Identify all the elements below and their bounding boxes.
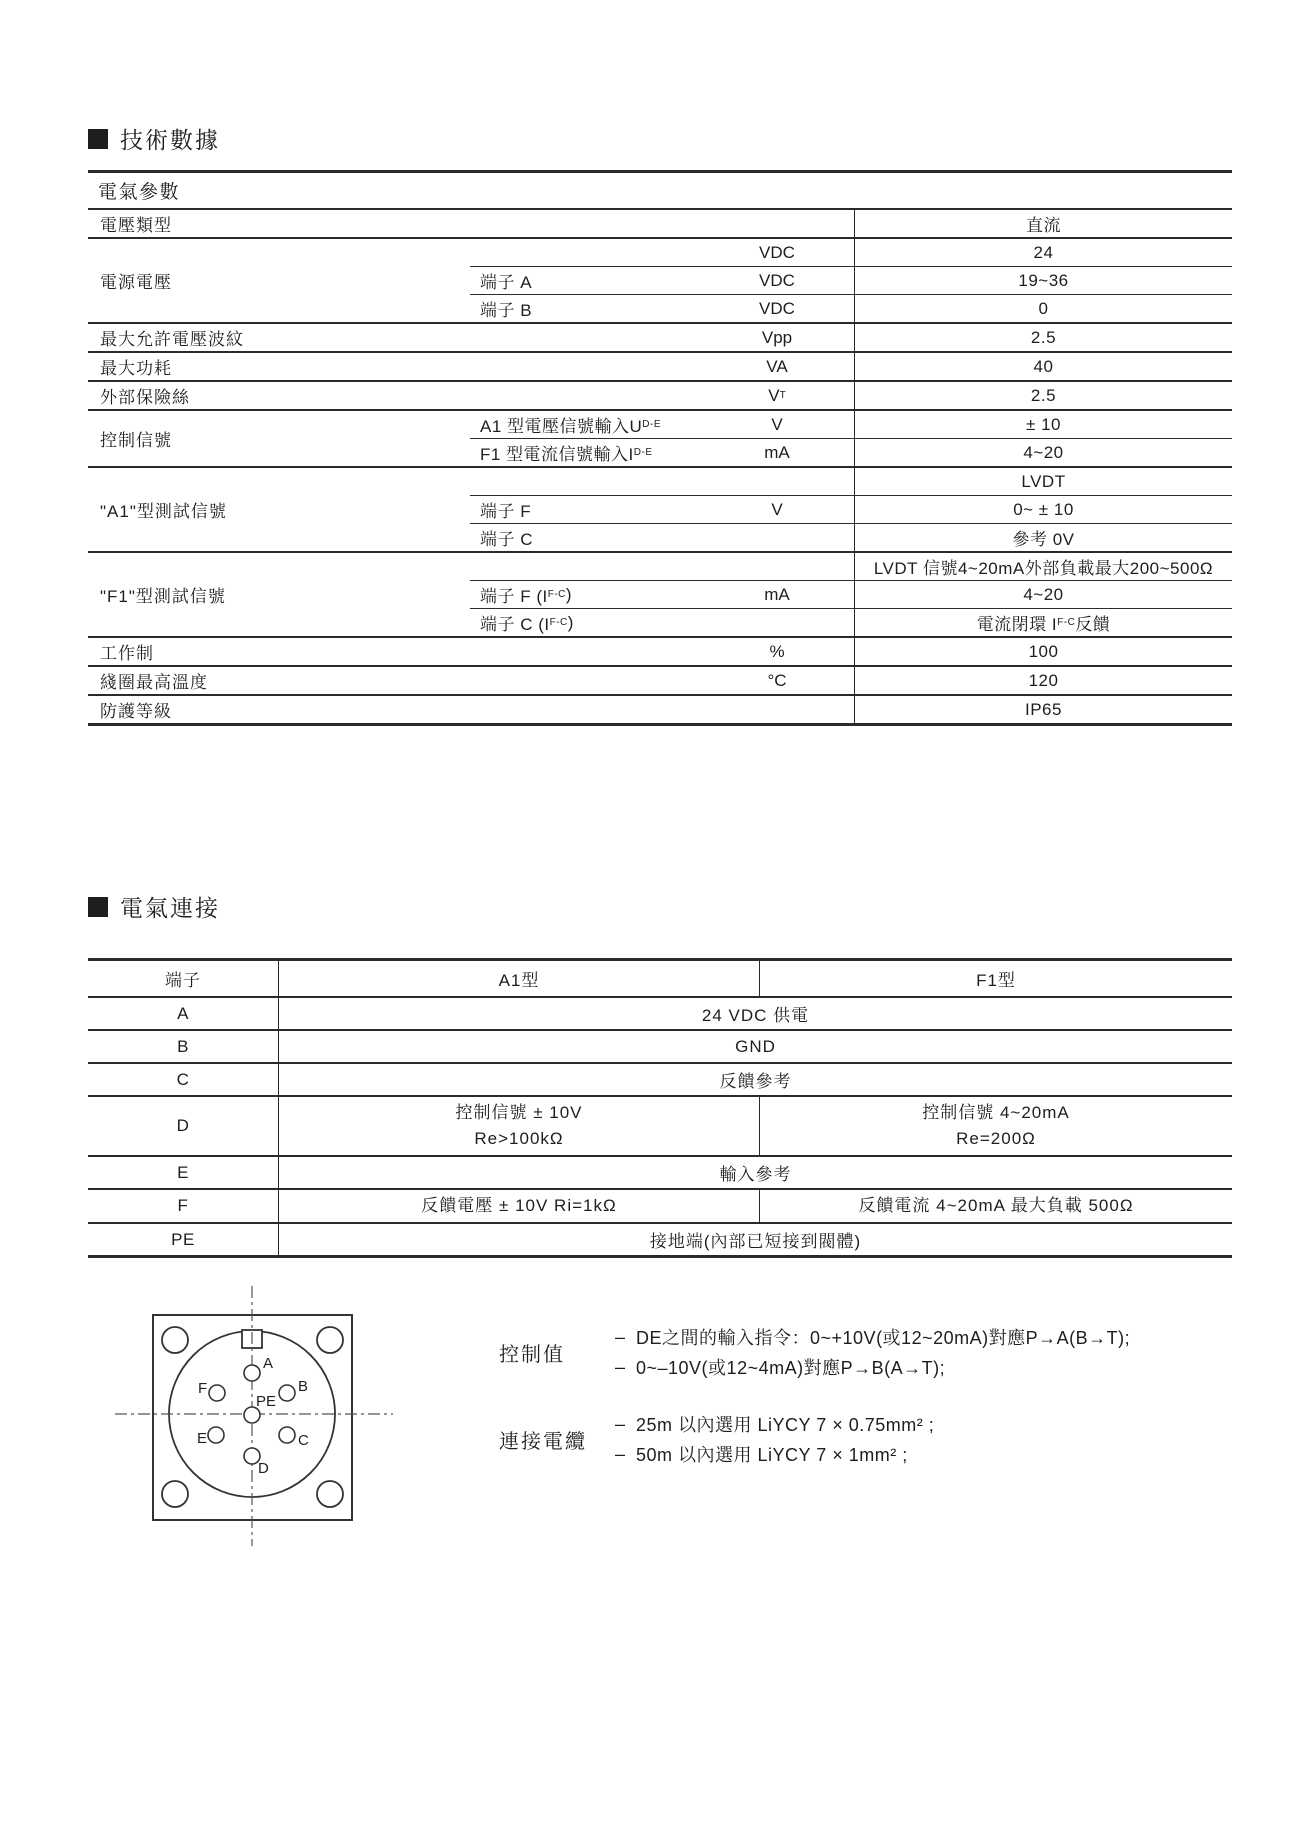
parameter-subrows [470,382,1232,409]
parameter-subrows [470,696,1232,723]
parameter-sublabel [470,468,700,495]
technical-data-heading [88,122,220,155]
cable-label: 連接電纜 [499,1430,587,1453]
connection-table-header [88,961,1232,998]
parameter-sublabel: A1 型電壓信號輸入U D-E [480,417,662,436]
section-marker-icon [88,897,108,917]
cell-line: Re>100kΩ [474,1129,564,1148]
connection-row [88,998,1232,1031]
parameter-subrow [470,266,1232,294]
parameter-sublabel: 端子 F [480,502,532,521]
parameter-subrow [470,210,1232,237]
shared-value-cell: 24 VDC 供電 [278,998,1232,1029]
parameter-sublabel: 端子 B [480,301,533,320]
value-cell: 19~36 [854,267,1232,294]
value-cell: 100 [854,638,1232,665]
shared-value-cell: 接地端(內部已短接到閥體) [278,1224,1232,1255]
electrical-parameters-body [88,210,1232,726]
unit-cell [700,210,854,237]
pin-label-b: B [298,1378,309,1395]
parameter-label: 電源電壓 [100,273,172,292]
column-header-a1-type: A1型 [278,961,759,996]
electrical-parameters-table [88,170,1232,726]
parameter-label: 控制信號 [100,431,172,450]
shared-value-cell: 輸入參考 [278,1157,1232,1188]
parameter-subrows [470,638,1232,665]
unit-cell: % [769,641,785,661]
connection-row [88,1157,1232,1190]
parameter-sublabel [470,638,700,665]
parameter-sublabel [470,696,700,723]
value-cell: 4~20 [854,581,1232,608]
pin-label-pe: PE [256,1393,277,1410]
connection-row [88,1064,1232,1097]
unit-cell: VDC [759,298,795,318]
column-header-f1-type: F1型 [759,961,1232,996]
pin-c [279,1427,295,1443]
value-cell: 0~ ± 10 [854,496,1232,523]
unit-cell [700,696,854,723]
shared-value-cell: GND [278,1031,1232,1062]
parameter-label: 防護等級 [100,702,172,721]
value-cell: 2.5 [854,382,1232,409]
unit-cell: V T [768,385,786,405]
cable-items [615,1409,934,1469]
parameter-subrow [470,580,1232,608]
parameter-subrow [470,411,1232,438]
unit-cell [700,609,854,636]
parameter-group [88,382,1232,411]
connection-row [88,1031,1232,1064]
parameter-group [88,239,1232,324]
cell-line: 反饋電壓 ± 10V Ri=1kΩ [421,1196,617,1215]
pin-a [244,1365,260,1381]
a1-type-cell [278,1190,759,1222]
parameter-subrow [470,468,1232,495]
f1-type-cell [759,1190,1232,1222]
parameter-sublabel [470,382,700,409]
value-cell: 24 [854,239,1232,266]
value-cell: 直流 [854,210,1232,237]
terminal-cell: PE [171,1229,195,1249]
mounting-hole-icon [162,1327,188,1353]
unit-cell [700,468,854,495]
parameter-group [88,210,1232,239]
connection-row [88,1190,1232,1224]
technical-data-heading-label: 技術數據 [120,127,220,153]
terminal-cell: E [177,1162,189,1182]
column-header-terminal: 端子 [165,971,201,990]
value-cell: 電流閉環 I F-C 反饋 [854,609,1232,636]
shared-value-cell: 反饋參考 [278,1064,1232,1095]
parameter-group [88,324,1232,353]
value-cell: 120 [854,667,1232,694]
value-cell: 4~20 [854,439,1232,466]
bullet-dash: – [615,1413,626,1434]
pin-f [209,1385,225,1401]
parameter-subrow [470,382,1232,409]
terminal-cell: F [177,1196,189,1215]
terminal-cell: B [177,1036,189,1056]
mounting-hole-icon [317,1481,343,1507]
parameter-group [88,667,1232,696]
parameter-label: 綫圈最高溫度 [100,673,208,692]
parameter-label: "F1"型測試信號 [100,587,226,606]
unit-cell: VDC [759,270,795,290]
control-value-items [615,1322,1130,1382]
parameter-group [88,411,1232,468]
parameter-subrow [470,495,1232,523]
cable-note [499,1409,934,1469]
parameter-sublabel: 端子 F (I F-C ) [480,584,573,606]
pin-label-f: F [198,1380,208,1397]
parameter-sublabel [470,667,700,694]
parameter-subrow [470,239,1232,266]
pin-label-e: E [197,1430,208,1447]
unit-cell [700,524,854,551]
mounting-hole-icon [162,1481,188,1507]
parameter-sublabel: F1 型電流信號輸入I D-E [480,445,653,464]
f1-type-cell [759,1097,1232,1155]
parameter-subrows [470,324,1232,351]
connection-row [88,1224,1232,1258]
terminal-cell: A [177,1003,189,1023]
parameter-sublabel [470,324,700,351]
parameter-subrows [470,411,1232,466]
parameter-label: 外部保險絲 [100,388,190,407]
note-text: 50m 以內選用 LiYCY 7 × 1mm² ; [636,1445,908,1465]
note-text: 0~–10V(或12~4mA)對應P→B(A→T); [636,1358,946,1378]
parameter-subrow [470,553,1232,580]
parameter-subrows [470,239,1232,322]
parameter-label: 最大允許電壓波紋 [100,330,244,349]
parameter-sublabel [470,210,700,237]
electrical-parameters-title: 電氣參數 [88,173,1232,210]
parameter-group [88,553,1232,638]
parameter-label: 最大功耗 [100,359,172,378]
cell-line: Re=200Ω [956,1129,1036,1148]
unit-cell: Vpp [761,327,793,347]
pin-label-d: D [258,1460,269,1477]
unit-cell [700,553,854,580]
cell-line: 反饋電流 4~20mA 最大負載 500Ω [858,1196,1134,1215]
cell-line: 控制信號 4~20mA [922,1103,1070,1122]
parameter-subrows [470,353,1232,380]
pin-label-c: C [298,1432,309,1449]
note-item [615,1439,934,1469]
pin-e [208,1427,224,1443]
parameter-subrows [470,667,1232,694]
control-value-label: 控制值 [499,1343,565,1366]
note-item [615,1352,1130,1382]
parameter-subrows [470,468,1232,551]
connection-row [88,1097,1232,1157]
parameter-sublabel: 端子 C [480,530,533,549]
pin-label-a: A [263,1355,274,1372]
a1-type-cell [278,1097,759,1155]
parameter-group [88,468,1232,553]
electrical-connection-table [88,958,1232,1258]
parameter-sublabel [470,353,700,380]
value-cell: LVDT [854,468,1232,495]
value-cell: 參考 0V [854,524,1232,551]
value-cell: LVDT 信號4~20mA外部負載最大200~500Ω [854,553,1232,580]
parameter-subrow [470,667,1232,694]
terminal-cell: D [176,1116,190,1135]
terminal-cell: C [176,1069,190,1089]
parameter-label: 工作制 [100,644,154,663]
parameter-sublabel: 端子 A [480,273,533,292]
unit-cell: V [771,499,783,519]
parameter-sublabel [470,239,700,266]
electrical-connection-heading [88,890,220,923]
value-cell: 40 [854,353,1232,380]
section-marker-icon [88,129,108,149]
unit-cell: VA [766,356,788,376]
parameter-subrow [470,638,1232,665]
value-cell: 2.5 [854,324,1232,351]
connector-diagram [110,1278,400,1558]
unit-cell: °C [767,670,787,690]
parameter-group [88,638,1232,667]
value-cell: IP65 [854,696,1232,723]
bullet-dash: – [615,1326,626,1347]
unit-cell: mA [764,442,790,462]
value-cell: ± 10 [854,411,1232,438]
bullet-dash: – [615,1356,626,1377]
note-text: DE之間的輸入指令：0~+10V(或12~20mA)對應P→A(B→T); [636,1328,1131,1348]
unit-cell: V [771,414,783,434]
control-value-note [499,1322,1130,1382]
note-text: 25m 以內選用 LiYCY 7 × 0.75mm² ; [636,1415,935,1435]
parameter-subrow [470,353,1232,380]
parameter-subrow [470,324,1232,351]
parameter-subrow [470,696,1232,723]
mounting-hole-icon [317,1327,343,1353]
electrical-connection-heading-label: 電氣連接 [120,895,220,921]
cell-line: 控制信號 ± 10V [455,1103,583,1122]
connection-table-body [88,998,1232,1258]
parameter-subrow [470,438,1232,466]
parameter-label: 電壓類型 [100,216,172,235]
unit-cell: VDC [759,242,795,262]
unit-cell: mA [764,584,790,604]
parameter-subrow [470,608,1232,636]
note-item [615,1409,934,1439]
parameter-group [88,696,1232,726]
parameter-subrow [470,294,1232,322]
parameter-label: "A1"型測試信號 [100,502,227,521]
value-cell: 0 [854,295,1232,322]
parameter-group [88,353,1232,382]
note-item [615,1322,1130,1352]
parameter-subrows [470,210,1232,237]
bullet-dash: – [615,1443,626,1464]
pin-b [279,1385,295,1401]
parameter-sublabel: 端子 C (I F-C ) [480,612,574,634]
parameter-subrows [470,553,1232,636]
parameter-subrow [470,523,1232,551]
parameter-sublabel [470,553,700,580]
